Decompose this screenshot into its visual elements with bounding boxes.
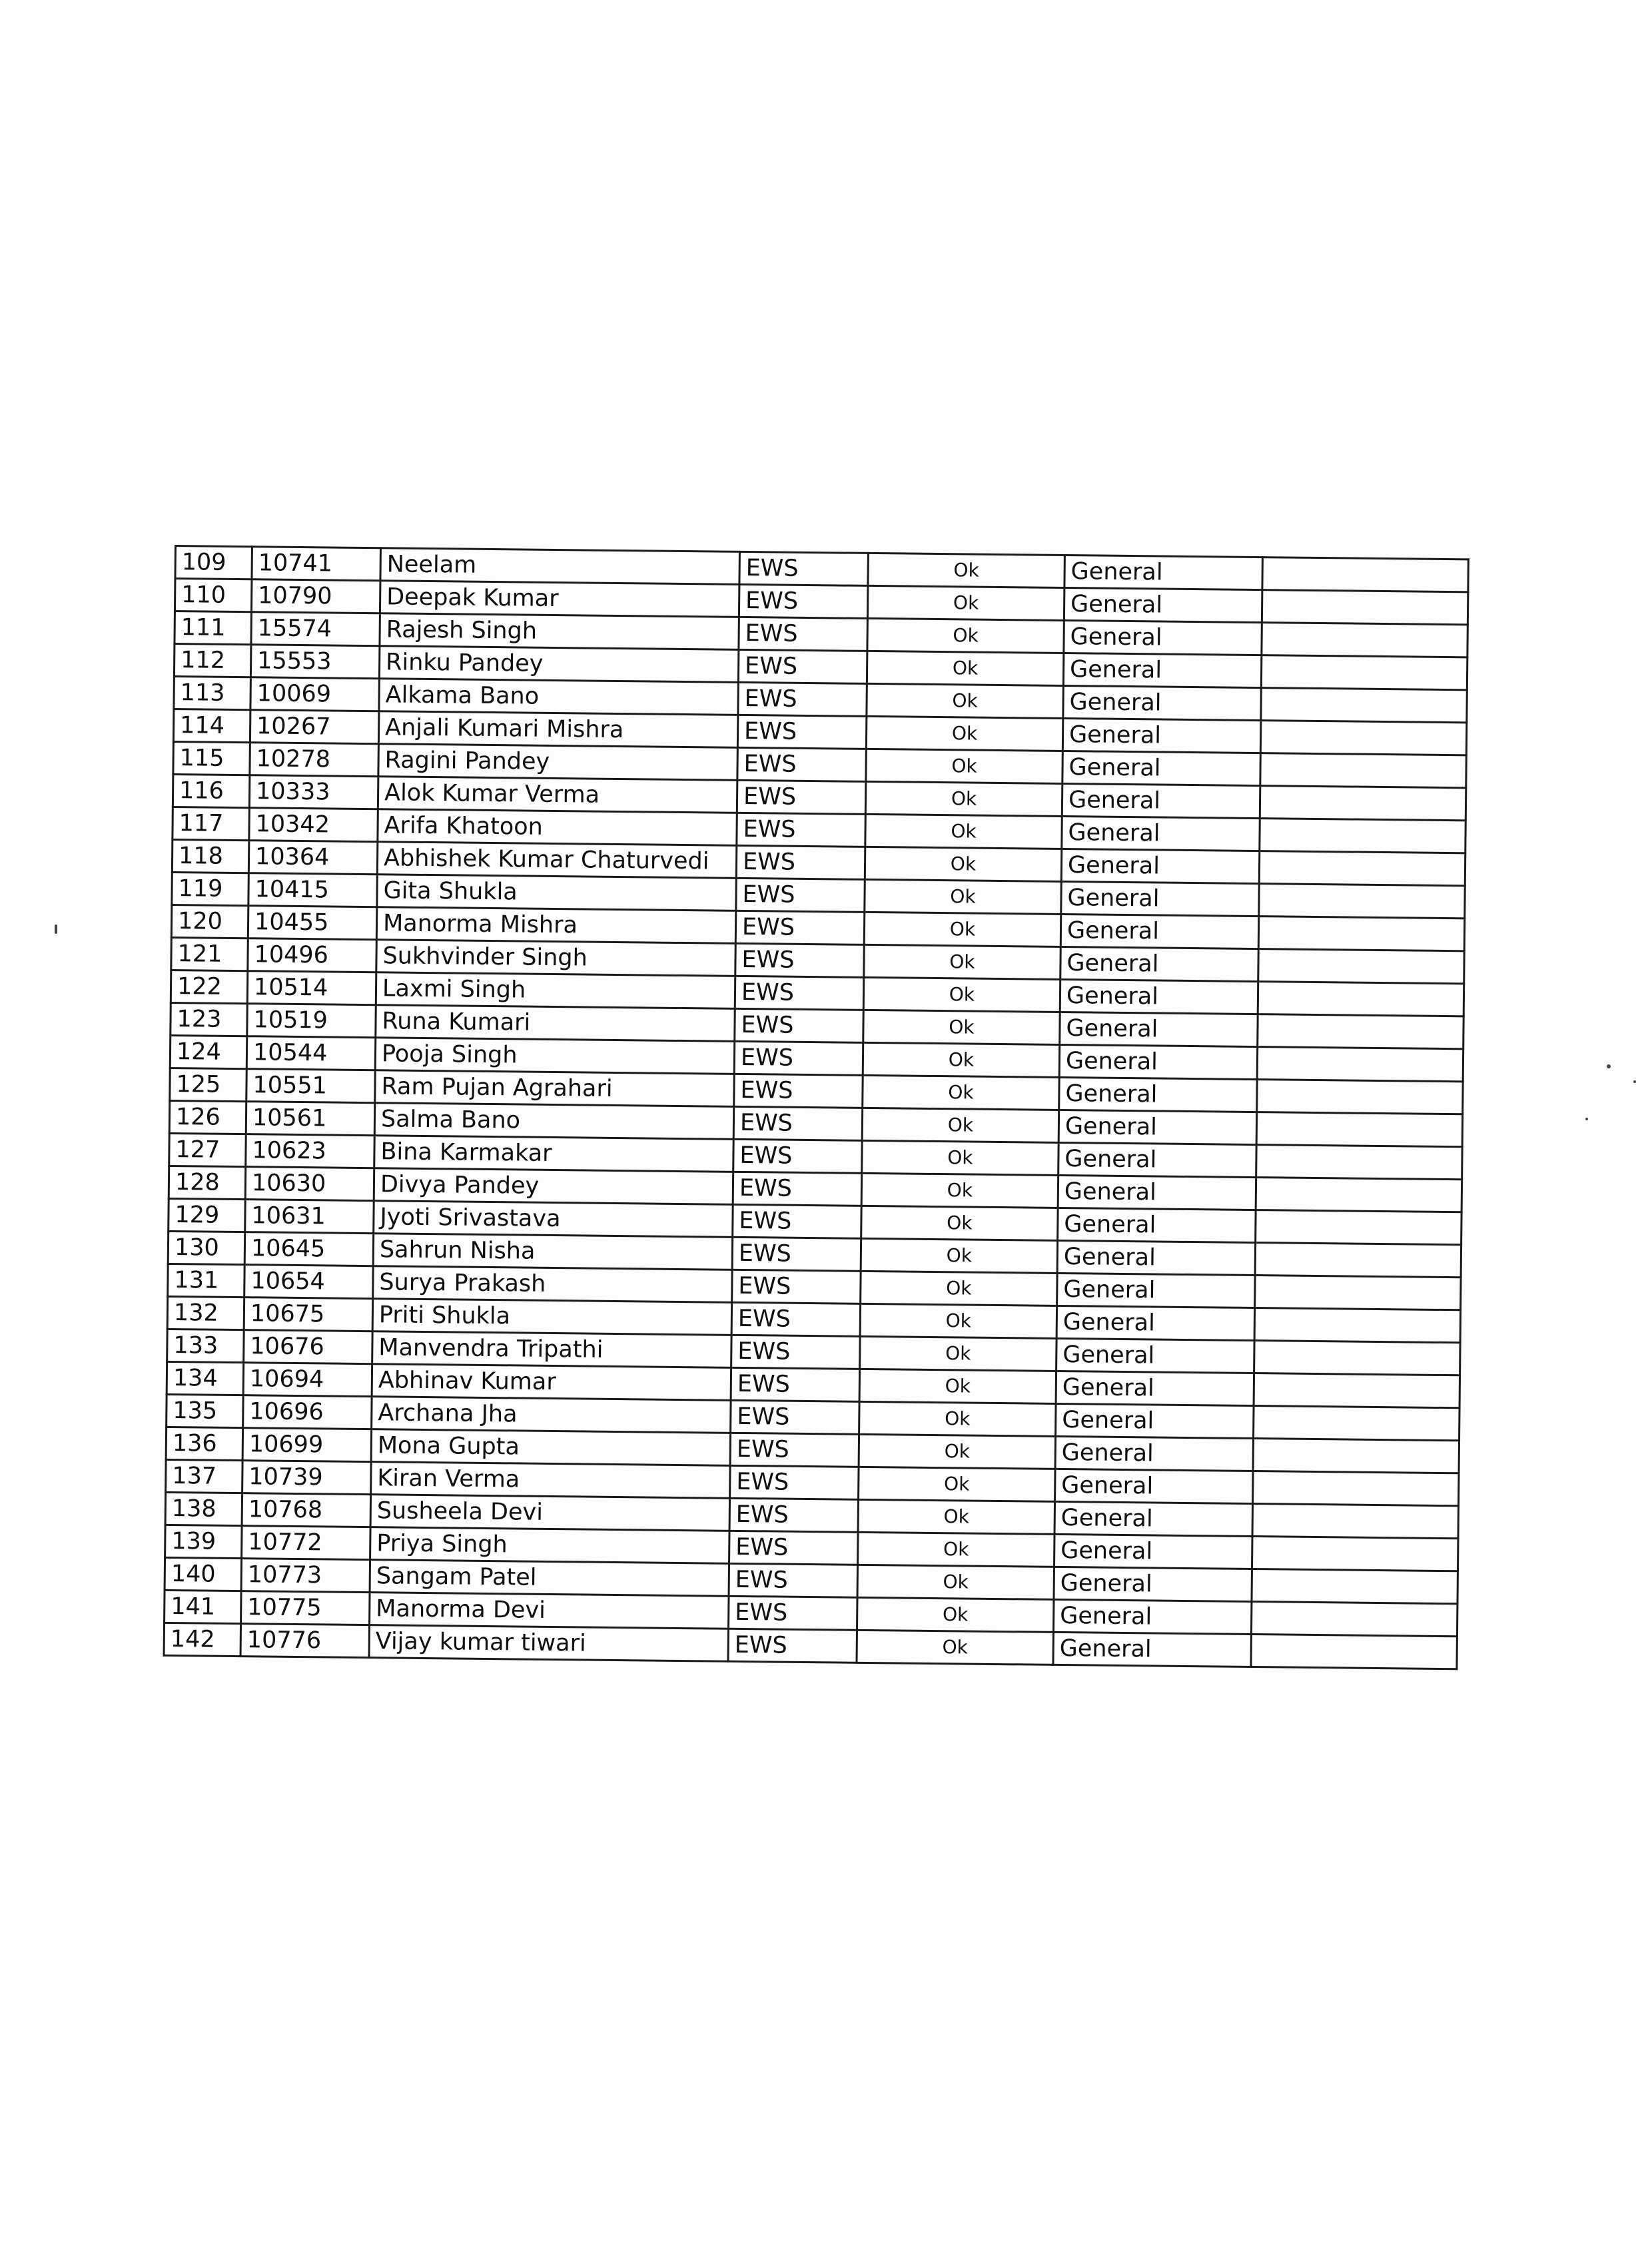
cell-class: General (1054, 1534, 1252, 1569)
cell-name: Abhinav Kumar (372, 1364, 731, 1401)
cell-class: General (1057, 1273, 1255, 1308)
cell-status: Ok (867, 651, 1063, 685)
cell-blank (1254, 1341, 1460, 1375)
cell-category: EWS (738, 682, 867, 716)
cell-class: General (1054, 1567, 1252, 1601)
cell-class: General (1053, 1599, 1251, 1634)
cell-blank (1253, 1439, 1459, 1473)
cell-serial-number: 131 (168, 1264, 245, 1297)
cell-id: 10415 (248, 873, 378, 907)
cell-name: Mona Gupta (371, 1429, 730, 1466)
cell-name: Ram Pujan Agrahari (375, 1070, 734, 1107)
cell-name: Arifa Khatoon (378, 809, 737, 846)
cell-status: Ok (867, 683, 1063, 718)
records-table (163, 545, 1469, 1670)
cell-blank (1254, 1308, 1460, 1343)
cell-category: EWS (729, 1498, 859, 1532)
cell-name: Salma Bano (374, 1103, 733, 1140)
cell-status: Ok (859, 1401, 1056, 1436)
cell-serial-number: 117 (173, 807, 250, 840)
cell-category: EWS (736, 878, 865, 912)
cell-status: Ok (866, 716, 1062, 751)
cell-status: Ok (857, 1597, 1053, 1632)
cell-blank (1260, 786, 1465, 821)
cell-blank (1251, 1635, 1457, 1669)
cell-blank (1254, 1406, 1459, 1441)
cell-serial-number: 139 (165, 1525, 242, 1558)
cell-blank (1259, 884, 1465, 919)
cell-class: General (1053, 1632, 1251, 1667)
cell-id: 10741 (252, 547, 381, 581)
cell-blank (1260, 819, 1465, 853)
cell-id: 10768 (242, 1493, 371, 1527)
cell-name: Neelam (380, 548, 739, 585)
cell-serial-number: 115 (173, 741, 250, 775)
cell-name: Vijay kumar tiwari (369, 1625, 728, 1662)
cell-serial-number: 125 (170, 1068, 247, 1101)
cell-category: EWS (734, 1041, 863, 1075)
cell-category: EWS (737, 813, 866, 847)
cell-id: 10551 (246, 1069, 376, 1103)
cell-serial-number: 140 (165, 1557, 242, 1591)
cell-name: Manorma Mishra (376, 907, 735, 944)
cell-id: 10069 (250, 677, 380, 711)
cell-id: 10519 (247, 1004, 376, 1038)
cell-category: EWS (738, 649, 867, 683)
cell-serial-number: 119 (172, 872, 249, 905)
cell-status: Ok (868, 553, 1064, 587)
cell-blank (1255, 1243, 1461, 1278)
cell-serial-number: 109 (175, 546, 252, 579)
cell-serial-number: 126 (169, 1100, 246, 1134)
cell-blank (1256, 1145, 1462, 1180)
cell-status: Ok (863, 977, 1060, 1012)
cell-status: Ok (863, 1075, 1059, 1110)
cell-id: 10645 (244, 1232, 374, 1266)
cell-blank (1258, 949, 1464, 984)
cell-blank (1251, 1602, 1457, 1637)
cell-name: Kiran Verma (371, 1462, 730, 1499)
cell-blank (1260, 753, 1466, 788)
cell-name: Abhishek Kumar Chaturvedi (377, 842, 736, 879)
cell-id: 10790 (251, 579, 380, 613)
cell-name: Divya Pandey (374, 1168, 733, 1205)
cell-id: 10333 (249, 775, 378, 809)
cell-category: EWS (730, 1465, 859, 1499)
cell-category: EWS (734, 1074, 863, 1108)
cell-serial-number: 136 (166, 1427, 243, 1460)
cell-status: Ok (863, 1010, 1060, 1044)
cell-status: Ok (861, 1271, 1057, 1306)
cell-serial-number: 133 (167, 1329, 244, 1362)
cell-category: EWS (735, 1008, 864, 1042)
cell-blank (1255, 1276, 1461, 1310)
cell-name: Bina Karmakar (374, 1136, 733, 1172)
cell-class: General (1058, 1208, 1256, 1242)
cell-name: Ragini Pandey (378, 744, 737, 781)
cell-class: General (1060, 1012, 1258, 1046)
cell-category: EWS (733, 1106, 863, 1140)
cell-name: Alkama Bano (379, 679, 738, 715)
cell-class: General (1060, 946, 1258, 981)
cell-id: 10630 (245, 1167, 374, 1201)
cell-category: EWS (737, 747, 867, 781)
cell-serial-number: 122 (171, 970, 248, 1003)
cell-category: EWS (731, 1400, 860, 1434)
scan-speck (1607, 1064, 1611, 1068)
cell-blank (1254, 1373, 1459, 1408)
cell-category: EWS (736, 845, 865, 879)
cell-id: 10278 (250, 743, 379, 777)
records-table-body (164, 546, 1468, 1669)
cell-name: Anjali Kumari Mishra (378, 711, 737, 748)
cell-status: Ok (866, 749, 1062, 783)
cell-status: Ok (857, 1565, 1054, 1599)
cell-class: General (1056, 1403, 1254, 1438)
cell-status: Ok (859, 1467, 1055, 1501)
cell-name: Sukhvinder Singh (376, 940, 735, 976)
cell-id: 10654 (244, 1265, 374, 1299)
cell-status: Ok (860, 1304, 1056, 1338)
cell-class: General (1060, 914, 1258, 948)
cell-class: General (1060, 979, 1258, 1014)
cell-serial-number: 142 (164, 1623, 241, 1656)
cell-id: 10676 (244, 1330, 373, 1364)
cell-status: Ok (865, 814, 1062, 849)
cell-serial-number: 110 (175, 579, 252, 612)
cell-class: General (1062, 816, 1260, 851)
cell-blank (1252, 1537, 1457, 1571)
cell-class: General (1054, 1501, 1252, 1536)
cell-blank (1256, 1210, 1461, 1245)
cell-id: 10364 (248, 841, 378, 875)
cell-id: 10455 (248, 906, 377, 940)
cell-class: General (1058, 1110, 1256, 1144)
cell-class: General (1056, 1306, 1254, 1340)
cell-name: Susheela Devi (370, 1495, 729, 1531)
cell-status: Ok (859, 1434, 1055, 1469)
cell-id: 15574 (251, 612, 380, 646)
cell-id: 10544 (246, 1036, 376, 1070)
cell-name: Sangam Patel (370, 1560, 729, 1597)
cell-class: General (1056, 1371, 1254, 1405)
cell-blank (1258, 917, 1464, 951)
cell-blank (1252, 1504, 1458, 1539)
cell-serial-number: 113 (174, 677, 251, 710)
cell-status: Ok (861, 1173, 1058, 1208)
cell-serial-number: 111 (175, 611, 252, 645)
cell-serial-number: 129 (169, 1198, 246, 1232)
cell-name: Surya Prakash (373, 1266, 732, 1303)
cell-blank (1262, 623, 1467, 657)
cell-name: Laxmi Singh (376, 972, 735, 1009)
cell-blank (1259, 851, 1465, 886)
cell-serial-number: 135 (167, 1394, 244, 1427)
cell-id: 10696 (243, 1395, 372, 1429)
records-table-container (163, 545, 1453, 1670)
cell-category: EWS (731, 1335, 861, 1369)
cell-class: General (1056, 1338, 1254, 1373)
cell-status: Ok (862, 1108, 1058, 1142)
cell-blank (1262, 558, 1468, 592)
cell-status: Ok (865, 847, 1061, 881)
cell-class: General (1061, 881, 1259, 916)
cell-name: Manorma Devi (370, 1593, 729, 1629)
cell-name: Manvendra Tripathi (372, 1331, 731, 1368)
cell-blank (1262, 590, 1467, 625)
cell-blank (1258, 982, 1463, 1016)
cell-serial-number: 130 (168, 1231, 245, 1264)
cell-category: EWS (739, 552, 869, 585)
cell-blank (1252, 1569, 1457, 1604)
cell-name: Alok Kumar Verma (378, 777, 737, 813)
cell-name: Rajesh Singh (380, 613, 739, 650)
cell-status: Ok (858, 1499, 1054, 1534)
cell-name: Jyoti Srivastava (374, 1201, 733, 1238)
cell-serial-number: 120 (171, 905, 248, 938)
cell-serial-number: 118 (172, 839, 249, 873)
cell-category: EWS (737, 715, 867, 749)
scan-speck (1633, 1080, 1636, 1083)
cell-class: General (1062, 751, 1260, 785)
cell-id: 10514 (247, 971, 376, 1005)
scan-speck (55, 925, 57, 934)
cell-blank (1258, 1014, 1463, 1049)
cell-id: 10561 (246, 1102, 375, 1136)
cell-id: 10496 (248, 938, 377, 972)
cell-blank (1256, 1112, 1462, 1147)
cell-serial-number: 112 (174, 644, 251, 677)
cell-serial-number: 134 (167, 1361, 244, 1395)
cell-class: General (1058, 1175, 1256, 1210)
cell-category: EWS (733, 1139, 863, 1173)
cell-class: General (1063, 653, 1261, 687)
cell-serial-number: 123 (171, 1002, 248, 1036)
cell-status: Ok (864, 912, 1060, 946)
cell-name: Deepak Kumar (380, 581, 739, 617)
cell-status: Ok (861, 1206, 1058, 1240)
cell-blank (1261, 655, 1467, 690)
cell-name: Gita Shukla (377, 875, 736, 911)
cell-status: Ok (865, 781, 1062, 816)
cell-class: General (1061, 849, 1259, 883)
cell-class: General (1064, 620, 1262, 655)
cell-category: EWS (729, 1596, 858, 1630)
cell-serial-number: 124 (170, 1035, 247, 1068)
cell-status: Ok (860, 1336, 1056, 1371)
cell-serial-number: 116 (173, 774, 250, 807)
cell-status: Ok (867, 618, 1064, 653)
cell-class: General (1055, 1469, 1253, 1503)
cell-status: Ok (867, 585, 1064, 620)
cell-name: Priti Shukla (372, 1299, 731, 1335)
cell-status: Ok (861, 1238, 1057, 1273)
cell-name: Priya Singh (370, 1527, 729, 1564)
cell-blank (1257, 1047, 1463, 1082)
cell-serial-number: 138 (165, 1492, 242, 1525)
cell-blank (1261, 688, 1467, 723)
cell-category: EWS (729, 1531, 859, 1565)
cell-name: Archana Jha (372, 1397, 731, 1433)
cell-id: 10623 (246, 1134, 375, 1168)
cell-status: Ok (858, 1532, 1054, 1567)
cell-category: EWS (737, 780, 866, 814)
cell-name: Sahrun Nisha (373, 1234, 732, 1270)
cell-blank (1260, 721, 1466, 755)
cell-name: Runa Kumari (376, 1005, 735, 1042)
cell-id: 10675 (244, 1298, 373, 1331)
cell-id: 10342 (249, 808, 378, 842)
cell-class: General (1062, 783, 1260, 818)
cell-category: EWS (731, 1367, 860, 1401)
cell-status: Ok (863, 1042, 1059, 1077)
cell-id: 10776 (240, 1624, 370, 1658)
cell-status: Ok (862, 1140, 1058, 1175)
cell-category: EWS (739, 584, 868, 618)
cell-class: General (1055, 1436, 1253, 1471)
cell-status: Ok (864, 944, 1060, 979)
cell-category: EWS (732, 1270, 861, 1304)
cell-serial-number: 121 (171, 937, 248, 970)
cell-class: General (1063, 685, 1261, 720)
cell-class: General (1059, 1044, 1257, 1079)
cell-id: 10739 (242, 1461, 372, 1495)
cell-serial-number: 132 (167, 1296, 244, 1329)
cell-blank (1253, 1471, 1459, 1506)
cell-class: General (1057, 1240, 1255, 1275)
cell-serial-number: 114 (173, 709, 250, 743)
cell-id: 10694 (243, 1363, 372, 1397)
cell-category: EWS (731, 1302, 861, 1336)
cell-id: 10699 (242, 1428, 372, 1462)
cell-id: 10631 (245, 1200, 374, 1234)
cell-serial-number: 137 (166, 1459, 243, 1493)
cell-name: Pooja Singh (375, 1038, 734, 1074)
cell-class: General (1064, 587, 1262, 622)
cell-id: 10775 (241, 1591, 370, 1625)
cell-blank (1257, 1080, 1463, 1114)
cell-category: EWS (728, 1629, 857, 1663)
cell-id: 10772 (242, 1526, 371, 1560)
cell-category: EWS (730, 1433, 859, 1467)
cell-category: EWS (735, 943, 865, 977)
cell-category: EWS (732, 1237, 861, 1271)
cell-serial-number: 127 (169, 1133, 246, 1166)
cell-name: Rinku Pandey (379, 646, 738, 683)
cell-class: General (1064, 555, 1262, 589)
cell-serial-number: 141 (165, 1590, 242, 1623)
cell-status: Ok (857, 1630, 1053, 1665)
cell-blank (1256, 1178, 1461, 1212)
cell-category: EWS (735, 976, 864, 1010)
cell-class: General (1062, 718, 1260, 753)
cell-category: EWS (733, 1204, 862, 1238)
cell-class: General (1058, 1142, 1256, 1177)
cell-category: EWS (733, 1172, 862, 1206)
scan-speck (1585, 1118, 1588, 1120)
cell-status: Ok (865, 879, 1061, 914)
cell-id: 10773 (241, 1559, 370, 1593)
cell-id: 15553 (250, 645, 380, 679)
cell-category: EWS (739, 617, 868, 651)
cell-status: Ok (859, 1369, 1056, 1403)
cell-id: 10267 (250, 710, 379, 744)
cell-category: EWS (735, 911, 865, 944)
cell-category: EWS (729, 1563, 858, 1597)
cell-serial-number: 128 (169, 1166, 246, 1199)
cell-class: General (1059, 1077, 1257, 1112)
